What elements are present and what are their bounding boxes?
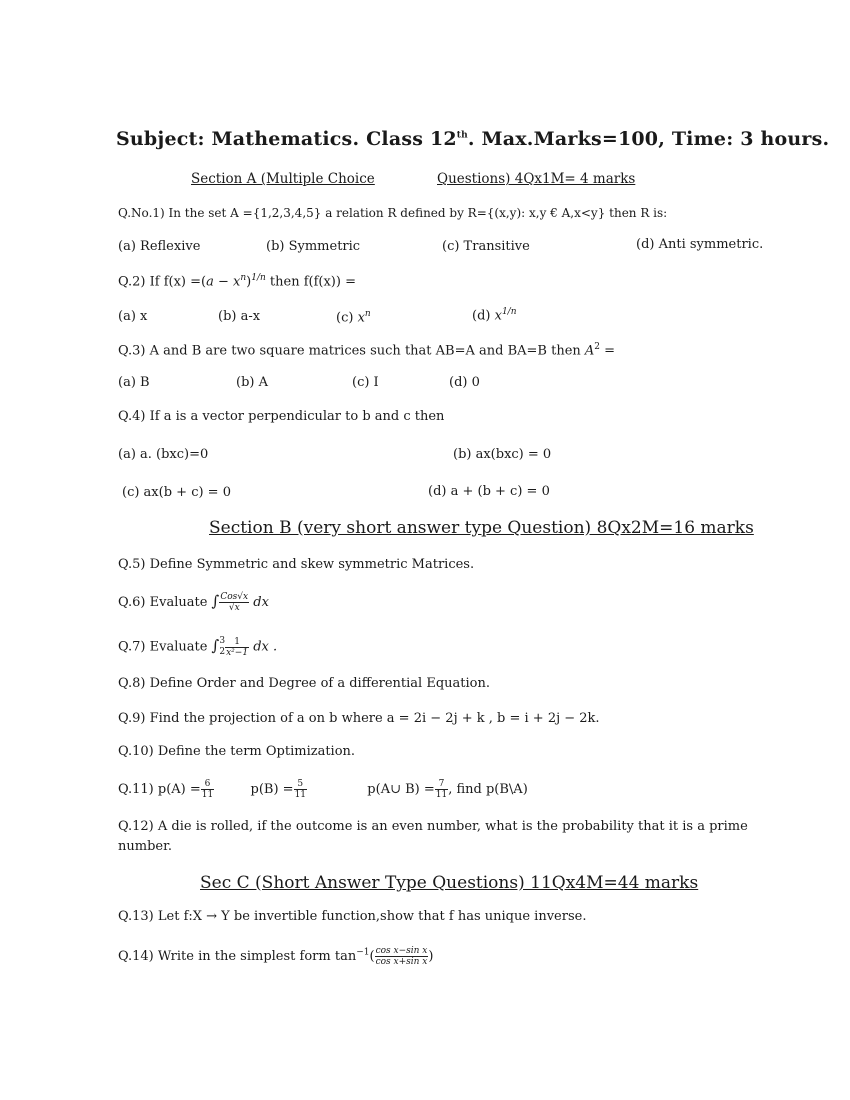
q3-option-c: (c) I: [352, 375, 379, 390]
q2-exp-n: n: [240, 273, 247, 283]
q1-option-d: (d) Anti symmetric.: [636, 237, 764, 252]
q3-option-b: (b) A: [236, 375, 268, 390]
q4-option-b: (b) ax(bxc) = 0: [453, 447, 552, 462]
q3-option-d: (d) 0: [449, 375, 480, 390]
title-superscript: th: [456, 130, 468, 141]
question-6: [118, 592, 269, 613]
q11-pAuB-den: 11: [435, 790, 448, 800]
q14-fraction: [375, 946, 429, 967]
q7-prefix: Q.7) Evaluate: [118, 639, 212, 655]
q3-text: Q.3) A and B are two square matrices such that AB=A and BA=B then: [118, 343, 585, 359]
q2-suffix: then f(f(x)) =: [265, 274, 356, 290]
section-a-title-right: Questions) 4Qx1M= 4 marks: [437, 171, 636, 187]
question-11: [118, 779, 528, 800]
exam-title: [116, 128, 829, 150]
q2-prefix: Q.2) If f(x) =(: [118, 274, 207, 290]
q1-option-a: (a) Reflexive: [118, 239, 201, 254]
question-7: [118, 636, 277, 658]
q2-option-b: (b) a-x: [218, 309, 261, 324]
question-8: Q.8) Define Order and Degree of a differential Equation.: [118, 676, 490, 691]
q4-option-c: (c) ax(b + c) = 0: [122, 485, 231, 500]
q11-pA-fraction: [201, 779, 214, 800]
q11-pA: Q.11) p(A) =: [118, 782, 201, 797]
q2-d-var: x: [494, 308, 502, 324]
q11-pAuB: p(A∪ B) =: [367, 782, 435, 797]
q11-pA-den: 11: [201, 790, 214, 800]
q11-pB: p(B) =: [250, 782, 294, 797]
section-c-title: Sec C (Short Answer Type Questions) 11Qx4M=44 marks: [200, 873, 699, 893]
title-marks-time: . Max.Marks=100, Time: 3 hours.: [467, 128, 830, 150]
q11-pB-fraction: [294, 779, 307, 800]
q7-denominator: x²−1: [226, 647, 249, 658]
question-12-line1: Q.12) A die is rolled, if the outcome is an even number, what is the probability that it is a prime: [118, 819, 748, 834]
q7-fraction: [225, 637, 249, 658]
q3-var: A: [584, 343, 595, 359]
q6-prefix: Q.6) Evaluate: [118, 595, 212, 610]
q7-upper-limit: 3: [219, 636, 226, 646]
q2-d-prefix: (d): [472, 308, 495, 324]
q6-integral: ∫: [211, 592, 220, 610]
q2-exp-1n: 1/n: [251, 273, 266, 283]
question-10: Q.10) Define the term Optimization.: [118, 744, 356, 759]
q7-numerator: 1: [225, 637, 249, 648]
q4-option-a: (a) a. (bxc)=0: [118, 447, 209, 462]
q11-tail: , find p(B\A): [448, 782, 528, 797]
question-5: Q.5) Define Symmetric and skew symmetric Matrices.: [118, 557, 475, 572]
q4-option-d: (d) a + (b + c) = 0: [428, 484, 550, 499]
q2-expression: a − x: [206, 274, 241, 290]
q6-numerator: Cos√x: [220, 592, 249, 602]
q11-pA-num: 6: [201, 779, 214, 790]
q7-dx: dx .: [253, 639, 278, 655]
q11-pB-den: 11: [294, 790, 307, 800]
question-9: Q.9) Find the projection of a on b where a = 2i − 2j + k , b = i + 2j − 2k.: [118, 711, 600, 726]
q14-exponent: −1: [356, 947, 370, 958]
section-a-title-left: Section A (Multiple Choice: [191, 171, 375, 187]
q3-exp: 2: [594, 342, 601, 352]
q3-tail: =: [600, 343, 616, 359]
question-13: Q.13) Let f:X → Y be invertible function,show that f has unique inverse.: [118, 909, 587, 924]
q11-pAuB-num: 7: [435, 779, 448, 790]
q2-c-var: x: [357, 310, 365, 326]
q14-denominator: cos x+sin x: [375, 957, 428, 967]
question-1: Q.No.1) In the set A ={1,2,3,4,5} a relation R defined by R={(x,y): x,y € A,x<y} then R is:: [118, 206, 668, 220]
q2-c-prefix: (c): [336, 310, 358, 326]
q7-lower-limit: 2: [219, 647, 226, 657]
question-14: Q.14) Write in the simplest form $\tan^{-1}$( $\frac{\text{cos x−sin x}}{\text{cos x+sin x}}$ ): [118, 946, 434, 967]
q1-option-b: (b) Symmetric: [266, 239, 361, 254]
question-2: Q.2) If $f(x) =(a - x^n)^{1/n}$ then f(f(x)) =: [118, 273, 356, 290]
q6-denominator: √x: [228, 603, 240, 613]
q11-pB-num: 5: [294, 779, 307, 790]
q14-numerator: cos x−sin x: [375, 946, 428, 956]
q6-fraction: [219, 592, 249, 613]
question-3: [118, 342, 615, 358]
q14-prefix: Q.14) Write in the simplest form tan: [118, 949, 357, 964]
q7-integral: ∫: [211, 636, 220, 655]
q2-option-a: (a) x: [118, 309, 148, 324]
q3-option-a: (a) B: [118, 375, 150, 390]
section-b-title: Section B (very short answer type Question) 8Qx2M=16 marks: [209, 518, 754, 538]
q2-option-c: [336, 309, 371, 325]
title-text: Subject: Mathematics. Class 12: [116, 128, 457, 150]
q6-dx: dx: [253, 595, 269, 610]
q2-option-d: [472, 307, 517, 323]
q1-option-c: (c) Transitive: [442, 239, 530, 254]
q2-c-exp: n: [364, 309, 371, 319]
q2-d-exp: 1/n: [501, 307, 517, 317]
q11-pAuB-fraction: [435, 779, 448, 800]
question-12-line2: number.: [118, 839, 173, 854]
question-4: Q.4) If a is a vector perpendicular to b and c then: [118, 409, 445, 424]
